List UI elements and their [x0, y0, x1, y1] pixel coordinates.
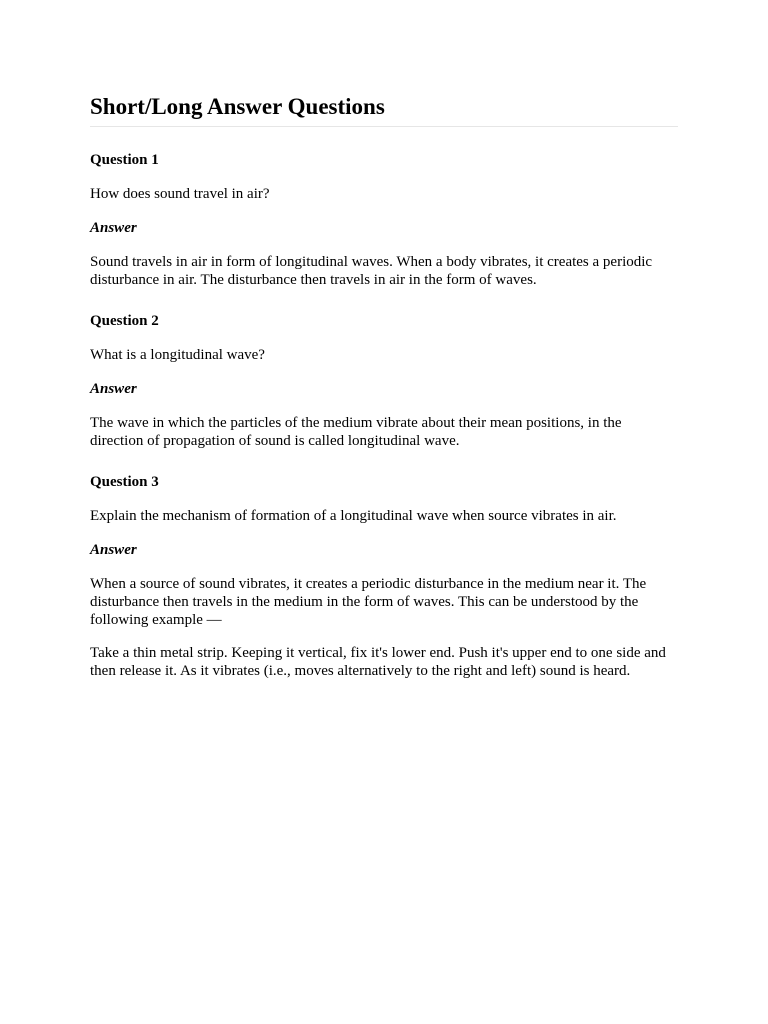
answer-label: Answer [90, 542, 137, 558]
qa-block-2 [90, 312, 678, 450]
answer-paragraph: Take a thin metal strip. Keeping it vertical, fix it's lower end. Push it's upper end to one side and then release it. As it vibrates (i.e., moves alternatively to the right and left) sound is heard. [90, 645, 666, 679]
question-text: What is a longitudinal wave? [90, 347, 265, 363]
question-text: How does sound travel in air? [90, 186, 270, 202]
question-label: Question 2 [90, 313, 159, 329]
question-text: Explain the mechanism of formation of a longitudinal wave when source vibrates in air. [90, 508, 617, 524]
qa-block-1 [90, 151, 678, 289]
answer-label: Answer [90, 220, 137, 236]
qa-block-3 [90, 473, 678, 680]
answer-paragraph: When a source of sound vibrates, it creates a periodic disturbance in the medium near it. The disturbance then travels in the medium in the form of waves. This can be understood by the following example — [90, 576, 647, 628]
question-label: Question 3 [90, 474, 159, 490]
answer-paragraph: The wave in which the particles of the medium vibrate about their mean positions, in the direction of propagation of sound is called longitudinal wave. [90, 415, 622, 449]
answer-label: Answer [90, 381, 137, 397]
page-title: Short/Long Answer Questions [90, 93, 678, 127]
question-label: Question 1 [90, 152, 159, 168]
answer-paragraph: Sound travels in air in form of longitudinal waves. When a body vibrates, it creates a periodic disturbance in air. The disturbance then travels in air in the form of waves. [90, 254, 653, 288]
